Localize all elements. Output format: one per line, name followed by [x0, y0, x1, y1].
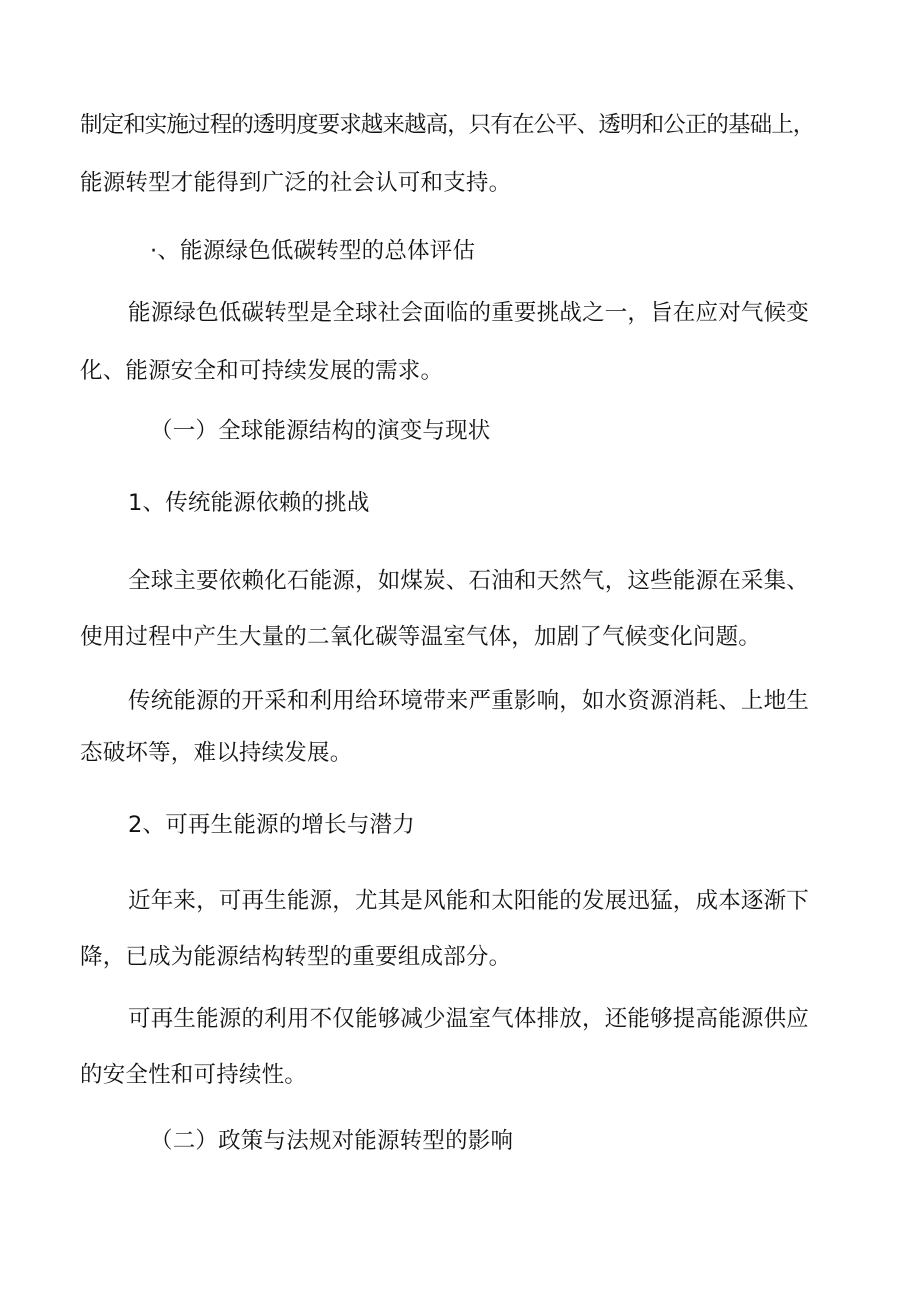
paragraph-line: 近年来，可再生能源，尤其是风能和太阳能的发展迅猛，成本逐渐下 [128, 888, 810, 914]
section-heading: ·、能源绿色低碳转型的总体评估 [150, 238, 476, 264]
paragraph-line: 的安全性和可持续性。 [80, 1062, 308, 1088]
subsection-heading: （二）政策与法规对能源转型的影响 [150, 1128, 514, 1154]
paragraph-line: 传统能源的开采和利用给环境带来严重影响，如水资源消耗、上地生 [128, 688, 810, 714]
paragraph-line: 使用过程中产生大量的二氧化碳等温室气体，加剧了气候变化问题。 [80, 624, 762, 650]
paragraph-line: 全球主要依赖化石能源，如煤炭、石油和天然气，这些能源在采集、 [128, 568, 810, 594]
paragraph-line: 态破坏等，难以持续发展。 [80, 740, 353, 766]
paragraph-line: 可再生能源的利用不仅能够减少温室气体排放，还能够提高能源供应 [128, 1006, 810, 1032]
subsection-heading: （一）全球能源结构的演变与现状 [150, 418, 491, 444]
numbered-heading: 1、传统能源依赖的挑战 [128, 490, 370, 516]
paragraph-line: 能源转型才能得到广泛的社会认可和支持。 [80, 170, 512, 196]
paragraph-line: 化、能源安全和可持续发展的需求。 [80, 358, 444, 384]
numbered-heading: 2、可再生能源的增长与潜力 [128, 812, 415, 838]
paragraph-line: 降，已成为能源结构转型的重要组成部分。 [80, 944, 512, 970]
paragraph-line: 能源绿色低碳转型是全球社会面临的重要挑战之一，旨在应对气候变 [128, 300, 810, 326]
paragraph-line: 制定和实施过程的透明度要求越来越高，只有在公平、透明和公正的基础上， [80, 112, 815, 138]
